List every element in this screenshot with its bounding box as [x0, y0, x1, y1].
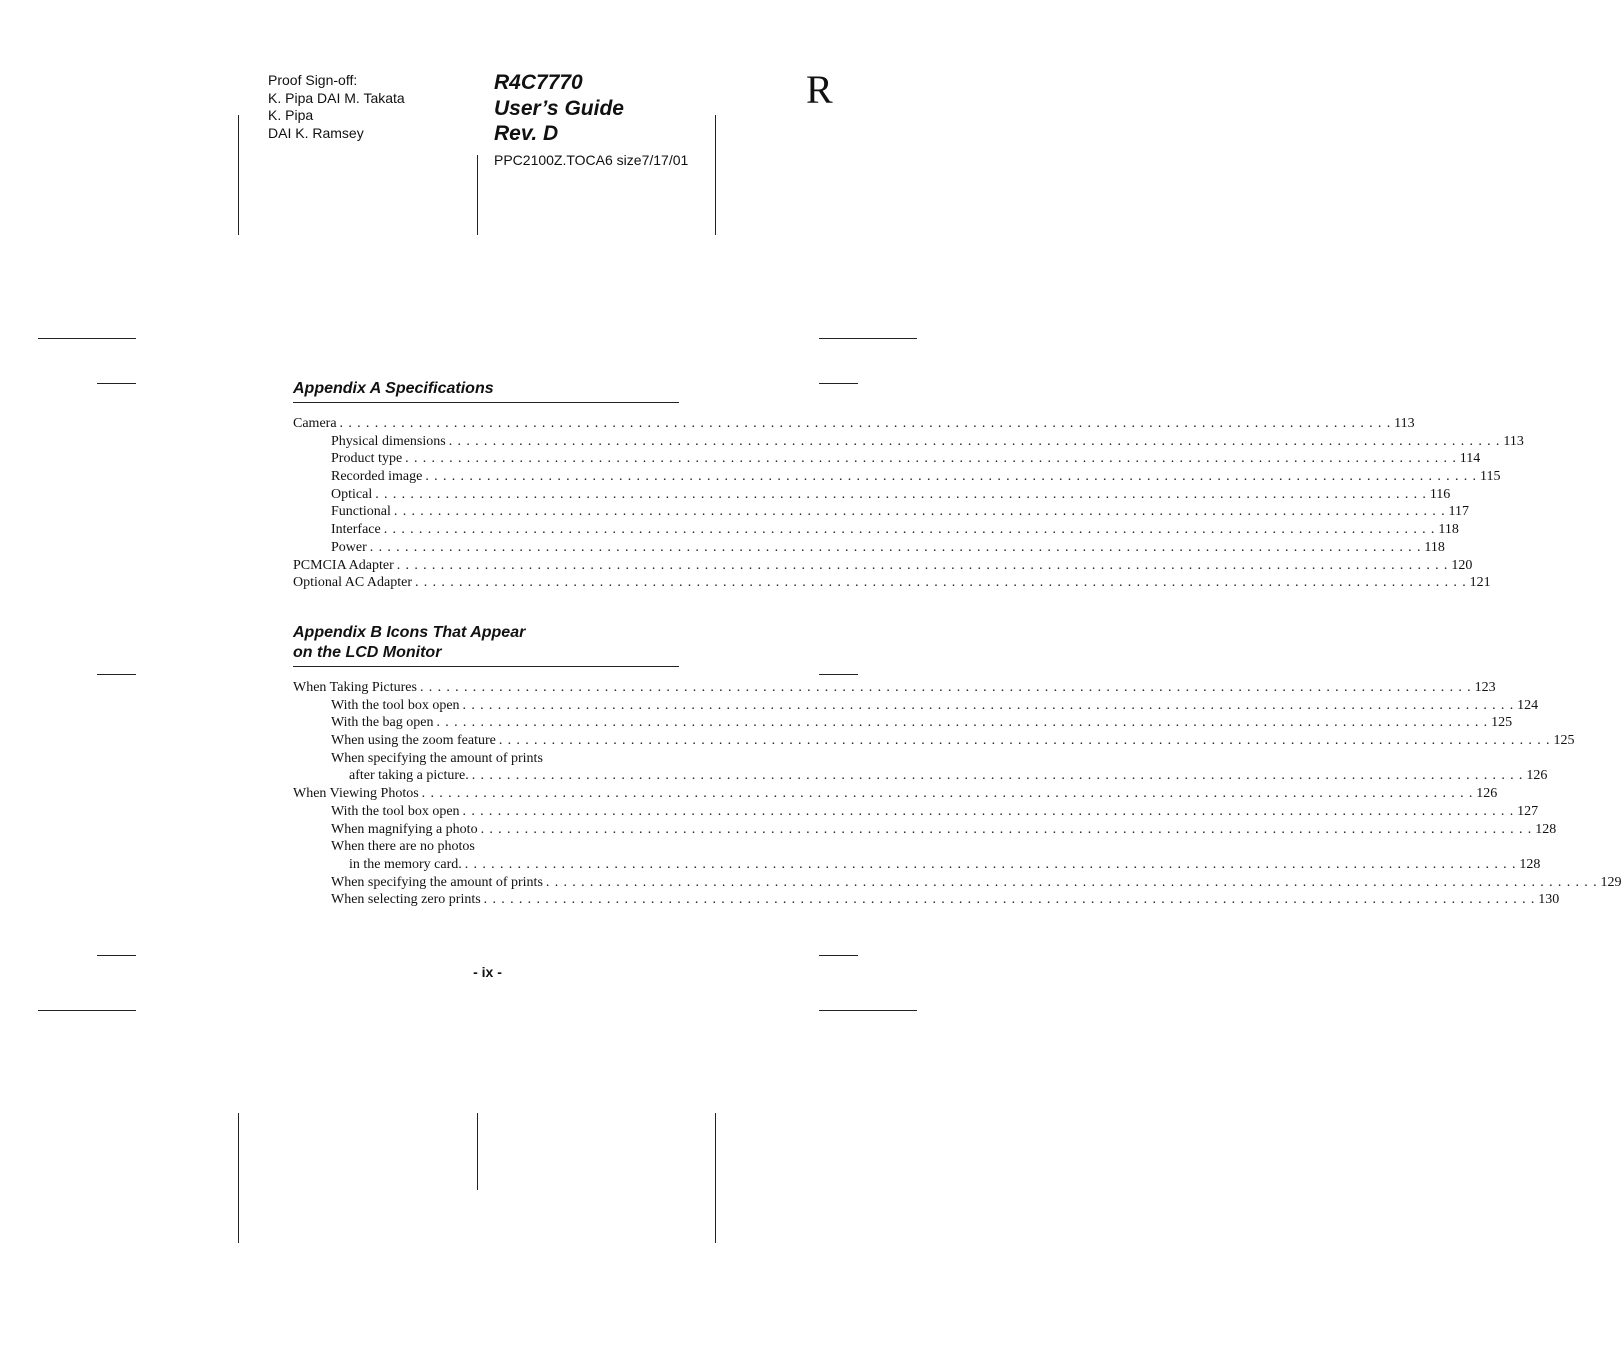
crop-mark: [715, 115, 716, 235]
toc-leader-dots: . . . . . . . . . . . . . . . . . . . . . . . . . . . . . . . . . . . . . . . . . . . . . . . . . . . . . . . . . . . . . . . . . . . . . . . . . . . . . . . . . . . . . . . . . . . . . . . . . . . . . . . . . . . . . . . . . . . . . . . .: [369, 539, 1422, 555]
crop-mark: [238, 115, 239, 235]
toc-entry-title: Functional: [331, 504, 391, 520]
toc-page-number: 114: [1459, 451, 1481, 467]
toc-entry[interactable]: [293, 486, 1451, 504]
toc-page-number: 113: [1503, 433, 1524, 449]
toc-entry[interactable]: [293, 521, 1459, 539]
appendix-a-heading: [293, 379, 679, 403]
toc-entry[interactable]: [293, 450, 1481, 468]
file-info: PPC2100Z.TOCA6 size7/17/01: [494, 152, 689, 168]
toc-entry-title: Physical dimensions: [331, 433, 446, 449]
document-title: [494, 70, 624, 147]
crop-mark: [238, 1113, 239, 1243]
toc-entry-title: Optional AC Adapter: [293, 575, 412, 591]
toc-entry-title: When Taking Pictures: [293, 680, 417, 695]
toc-page-number: 116: [1429, 486, 1451, 502]
crop-mark: [715, 1113, 716, 1243]
heading-line: Appendix B Icons That Appear: [293, 624, 526, 641]
toc-leader-dots: . . . . . . . . . . . . . . . . . . . . . . . . . . . . . . . . . . . . . . . . . . . . . . . . . . . . . . . . . . . . . . . . . . . . . . . . . . . . . . . . . . . . . . . . . . . . . . . . . . . . . . . . . . . . . . . . . . . . . . . .: [393, 504, 1446, 520]
crop-mark: [38, 338, 136, 339]
toc-entry[interactable]: [293, 856, 1541, 874]
toc-leader-dots: . . . . . . . . . . . . . . . . . . . . . . . . . . . . . . . . . . . . . . . . . . . . . . . . . . . . . . . . . . . . . . . . . . . . . . . . . . . . . . . . . . . . . . . . . . . . . . . . . . . . . . . . . . . . . . . . . . . . . . . .: [419, 680, 1472, 695]
toc-page-number: 127: [1517, 803, 1539, 819]
toc-page-number: 118: [1424, 539, 1445, 555]
crop-mark: [819, 383, 858, 384]
toc-entry-title: after taking a picture.: [349, 768, 469, 784]
crop-mark: [819, 955, 858, 956]
toc-entry-title: Power: [331, 539, 367, 555]
toc-entry[interactable]: [293, 503, 1469, 521]
toc-page-number: 115: [1479, 469, 1501, 485]
crop-mark: [819, 1010, 917, 1011]
toc-page-number: 121: [1469, 575, 1491, 591]
toc-entry[interactable]: [293, 767, 1548, 785]
toc-entry-title: With the tool box open: [331, 803, 460, 819]
toc-entry-title: When selecting zero prints: [331, 892, 481, 908]
proof-line: Proof Sign-off:: [268, 72, 358, 88]
toc-leader-dots: . . . . . . . . . . . . . . . . . . . . . . . . . . . . . . . . . . . . . . . . . . . . . . . . . . . . . . . . . . . . . . . . . . . . . . . . . . . . . . . . . . . . . . . . . . . . . . . . . . . . . . . . . . . . . . . . . . . . . . . .: [448, 433, 1501, 449]
title-line: R4C7770: [494, 71, 583, 94]
toc-leader-dots: . . . . . . . . . . . . . . . . . . . . . . . . . . . . . . . . . . . . . . . . . . . . . . . . . . . . . . . . . . . . . . . . . . . . . . . . . . . . . . . . . . . . . . . . . . . . . . . . . . . . . . . . . . . . . . . . . . . . . . . .: [405, 451, 1457, 467]
crop-mark: [819, 338, 917, 339]
toc-entry[interactable]: [293, 697, 1539, 715]
toc-entry-title: When Viewing Photos: [293, 786, 419, 802]
toc-entry-title: PCMCIA Adapter: [293, 557, 394, 573]
toc-entry-continued: When there are no photos: [331, 839, 475, 855]
toc-entry-title: Interface: [331, 522, 381, 538]
corner-letter: R: [806, 67, 833, 112]
toc-entry[interactable]: [293, 891, 1560, 909]
toc-entry[interactable]: [293, 557, 1473, 575]
toc-entry[interactable]: [293, 874, 1622, 892]
toc-leader-dots: . . . . . . . . . . . . . . . . . . . . . . . . . . . . . . . . . . . . . . . . . . . . . . . . . . . . . . . . . . . . . . . . . . . . . . . . . . . . . . . . . . . . . . . . . . . . . . . . . . . . . . . . . . . . . . . . . . . . . . . .: [436, 715, 1489, 731]
toc-entry[interactable]: [293, 714, 1513, 732]
crop-mark: [819, 674, 858, 675]
proof-line: DAI K. Ramsey: [268, 124, 364, 141]
toc-leader-dots: . . . . . . . . . . . . . . . . . . . . . . . . . . . . . . . . . . . . . . . . . . . . . . . . . . . . . . . . . . . . . . . . . . . . . . . . . . . . . . . . . . . . . . . . . . . . . . . . . . . . . . . . . . . . . . . . . . . . . . . .: [462, 697, 1515, 713]
crop-mark: [38, 1010, 136, 1011]
toc-leader-dots: . . . . . . . . . . . . . . . . . . . . . . . . . . . . . . . . . . . . . . . . . . . . . . . . . . . . . . . . . . . . . . . . . . . . . . . . . . . . . . . . . . . . . . . . . . . . . . . . . . . . . . . . . . . . . . . . . . . . . . . .: [462, 803, 1515, 819]
toc-page-number: 124: [1517, 697, 1539, 713]
toc-leader-dots: . . . . . . . . . . . . . . . . . . . . . . . . . . . . . . . . . . . . . . . . . . . . . . . . . . . . . . . . . . . . . . . . . . . . . . . . . . . . . . . . . . . . . . . . . . . . . . . . . . . . . . . . . . . . . . . . . . . . . . . .: [421, 786, 1474, 802]
title-line: Rev. D: [494, 122, 559, 145]
toc-leader-dots: . . . . . . . . . . . . . . . . . . . . . . . . . . . . . . . . . . . . . . . . . . . . . . . . . . . . . . . . . . . . . . . . . . . . . . . . . . . . . . . . . . . . . . . . . . . . . . . . . . . . . . . . . . . . . . . . . . . . . . . .: [464, 856, 1517, 872]
toc-entry-title: Product type: [331, 451, 403, 467]
toc-leader-dots: . . . . . . . . . . . . . . . . . . . . . . . . . . . . . . . . . . . . . . . . . . . . . . . . . . . . . . . . . . . . . . . . . . . . . . . . . . . . . . . . . . . . . . . . . . . . . . . . . . . . . . . . . . . . . . . . . . . . . . . .: [498, 733, 1551, 749]
toc-entry[interactable]: [293, 732, 1575, 750]
toc-entry[interactable]: [293, 679, 1496, 697]
toc-page-number: 125: [1491, 715, 1513, 731]
toc-entry-title: With the bag open: [331, 715, 434, 731]
toc-page-number: 129: [1600, 874, 1622, 890]
page-number: - ix -: [473, 964, 502, 980]
proof-signoff: [268, 72, 405, 142]
toc-page-number: 128: [1535, 821, 1557, 837]
toc-page-number: 126: [1526, 768, 1548, 784]
toc-entry[interactable]: [293, 539, 1445, 557]
crop-mark: [477, 1113, 478, 1190]
toc-entry-title: When using the zoom feature: [331, 733, 496, 749]
toc-entry-title: Camera: [293, 416, 337, 431]
toc-entry[interactable]: [293, 574, 1491, 592]
appendix-b-toc: [293, 679, 1622, 909]
toc-leader-dots: . . . . . . . . . . . . . . . . . . . . . . . . . . . . . . . . . . . . . . . . . . . . . . . . . . . . . . . . . . . . . . . . . . . . . . . . . . . . . . . . . . . . . . . . . . . . . . . . . . . . . . . . . . . . . . . . . . . . . . . .: [396, 557, 1449, 573]
toc-page-number: 126: [1476, 786, 1498, 802]
toc-page-number: 120: [1451, 557, 1473, 573]
toc-leader-dots: . . . . . . . . . . . . . . . . . . . . . . . . . . . . . . . . . . . . . . . . . . . . . . . . . . . . . . . . . . . . . . . . . . . . . . . . . . . . . . . . . . . . . . . . . . . . . . . . . . . . . . . . . . . . . . . . . . . . . . . .: [545, 874, 1598, 890]
toc-leader-dots: . . . . . . . . . . . . . . . . . . . . . . . . . . . . . . . . . . . . . . . . . . . . . . . . . . . . . . . . . . . . . . . . . . . . . . . . . . . . . . . . . . . . . . . . . . . . . . . . . . . . . . . . . . . . . . . . . . . . . . . .: [480, 821, 1533, 837]
toc-page-number: 128: [1519, 856, 1541, 872]
toc-page-number: 113: [1394, 416, 1415, 431]
toc-entry-title: When magnifying a photo: [331, 821, 478, 837]
proof-line: K. Pipa: [268, 107, 314, 123]
toc-leader-dots: . . . . . . . . . . . . . . . . . . . . . . . . . . . . . . . . . . . . . . . . . . . . . . . . . . . . . . . . . . . . . . . . . . . . . . . . . . . . . . . . . . . . . . . . . . . . . . . . . . . . . . . . . . . . . . . . . . . . . . . .: [483, 892, 1536, 908]
title-line: User’s Guide: [494, 96, 624, 120]
toc-entry-title: in the memory card.: [349, 856, 462, 872]
toc-page-number: 123: [1474, 680, 1496, 695]
crop-mark: [97, 674, 136, 675]
toc-leader-dots: . . . . . . . . . . . . . . . . . . . . . . . . . . . . . . . . . . . . . . . . . . . . . . . . . . . . . . . . . . . . . . . . . . . . . . . . . . . . . . . . . . . . . . . . . . . . . . . . . . . . . . . . . . . . . . . . . . . . . . . .: [339, 416, 1392, 431]
proof-line: K. Pipa DAI M. Takata: [268, 89, 405, 106]
crop-mark: [477, 155, 478, 235]
toc-leader-dots: . . . . . . . . . . . . . . . . . . . . . . . . . . . . . . . . . . . . . . . . . . . . . . . . . . . . . . . . . . . . . . . . . . . . . . . . . . . . . . . . . . . . . . . . . . . . . . . . . . . . . . . . . . . . . . . . . . . . . . . .: [383, 522, 1436, 538]
toc-entry-title: Recorded image: [331, 469, 423, 485]
toc-entry[interactable]: [293, 415, 1415, 433]
toc-entry[interactable]: [293, 821, 1557, 839]
toc-page-number: 118: [1438, 522, 1459, 538]
toc-entry-title: Optical: [331, 486, 373, 502]
toc-entry-title: With the tool box open: [331, 697, 460, 713]
toc-entry-continued: When specifying the amount of prints: [331, 750, 543, 766]
toc-leader-dots: . . . . . . . . . . . . . . . . . . . . . . . . . . . . . . . . . . . . . . . . . . . . . . . . . . . . . . . . . . . . . . . . . . . . . . . . . . . . . . . . . . . . . . . . . . . . . . . . . . . . . . . . . . . . . . . . . . . . . . . .: [471, 768, 1524, 784]
appendix-b-heading: [293, 623, 679, 667]
toc-leader-dots: . . . . . . . . . . . . . . . . . . . . . . . . . . . . . . . . . . . . . . . . . . . . . . . . . . . . . . . . . . . . . . . . . . . . . . . . . . . . . . . . . . . . . . . . . . . . . . . . . . . . . . . . . . . . . . . . . . . . . . . .: [375, 486, 1427, 502]
crop-mark: [97, 383, 136, 384]
appendix-a-toc: [293, 415, 1524, 592]
toc-page-number: 125: [1553, 733, 1575, 749]
toc-entry-title: When specifying the amount of prints: [331, 874, 543, 890]
heading-line: Appendix A Specifications: [293, 380, 494, 397]
crop-mark: [97, 955, 136, 956]
toc-entry[interactable]: [293, 468, 1501, 486]
toc-entry[interactable]: [293, 785, 1498, 803]
toc-entry[interactable]: [293, 803, 1539, 821]
toc-page-number: 130: [1538, 892, 1560, 908]
toc-page-number: 117: [1448, 504, 1469, 520]
toc-leader-dots: . . . . . . . . . . . . . . . . . . . . . . . . . . . . . . . . . . . . . . . . . . . . . . . . . . . . . . . . . . . . . . . . . . . . . . . . . . . . . . . . . . . . . . . . . . . . . . . . . . . . . . . . . . . . . . . . . . . . . . . .: [425, 469, 1477, 485]
toc-leader-dots: . . . . . . . . . . . . . . . . . . . . . . . . . . . . . . . . . . . . . . . . . . . . . . . . . . . . . . . . . . . . . . . . . . . . . . . . . . . . . . . . . . . . . . . . . . . . . . . . . . . . . . . . . . . . . . . . . . . . . . . .: [415, 575, 1467, 591]
toc-entry[interactable]: [293, 433, 1524, 451]
heading-line: on the LCD Monitor: [293, 644, 442, 661]
